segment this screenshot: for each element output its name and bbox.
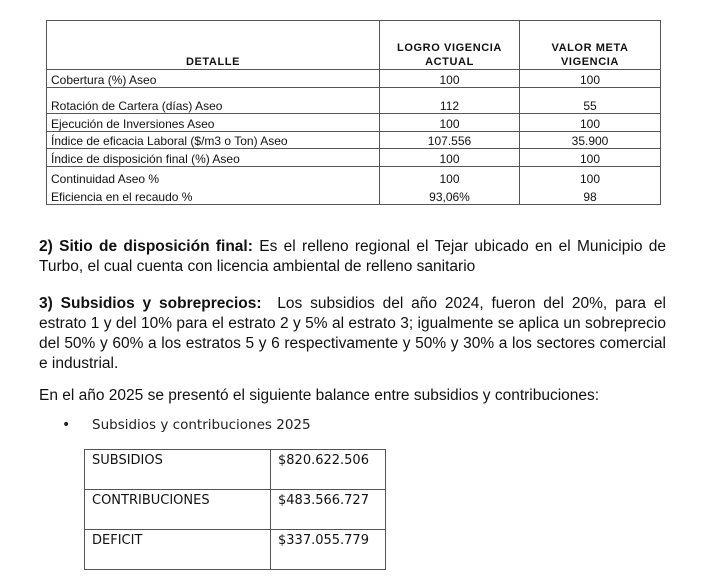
bullet-text: Subsidios y contribuciones 2025 xyxy=(92,417,311,433)
detalle-cell: Ejecución de Inversiones Aseo xyxy=(47,114,380,132)
header-logro xyxy=(380,21,520,70)
meta-cell: 98 xyxy=(520,186,661,205)
detalle-cell: Índice de disposición final (%) Aseo xyxy=(47,149,380,167)
logro-cell: 112 xyxy=(380,88,520,114)
balance-value: $483.566.727 xyxy=(271,490,386,530)
table-row xyxy=(85,450,386,490)
logro-cell: 107.556 xyxy=(380,132,520,149)
header-logro-line2: ACTUAL xyxy=(425,56,474,68)
balance-value: $820.622.506 xyxy=(271,450,386,490)
table-row xyxy=(47,149,661,167)
logro-cell: 100 xyxy=(380,149,520,167)
header-meta-line2: VIGENCIA xyxy=(561,56,619,68)
header-meta-line1: VALOR META xyxy=(551,42,629,54)
logro-cell: 100 xyxy=(380,167,520,186)
indicators-table xyxy=(46,20,661,205)
logro-cell: 93,06% xyxy=(380,186,520,205)
header-logro-line1: LOGRO VIGENCIA xyxy=(397,42,502,54)
meta-cell: 100 xyxy=(520,167,661,186)
header-meta xyxy=(520,21,661,70)
bullet-item xyxy=(62,417,311,433)
table-row xyxy=(47,186,661,205)
balance-intro: En el año 2025 se presentó el siguiente balance entre subsidios y contribuciones: xyxy=(39,387,600,404)
section-subsidios-sobreprecios xyxy=(39,294,671,374)
meta-cell: 100 xyxy=(520,70,661,88)
balance-label: SUBSIDIOS xyxy=(85,450,271,490)
detalle-cell: Índice de eficacia Laboral ($/m3 o Ton) Aseo xyxy=(47,132,380,149)
table-row xyxy=(47,167,661,186)
table-row xyxy=(85,530,386,570)
meta-cell: 100 xyxy=(520,149,661,167)
bullet-icon: • xyxy=(62,417,71,433)
section-heading: 2) Sitio de disposición final: xyxy=(39,238,253,255)
table-row xyxy=(47,88,661,114)
balance-label: DEFICIT xyxy=(85,530,271,570)
header-detalle: DETALLE xyxy=(47,21,380,70)
logro-cell: 100 xyxy=(380,70,520,88)
meta-cell: 35.900 xyxy=(520,132,661,149)
section-heading: 3) Subsidios y sobreprecios: xyxy=(39,295,262,312)
meta-cell: 55 xyxy=(520,88,661,114)
section-text: Es el relleno regional el Tejar ubicado en el Municipio de Turbo, el cual cuenta con licencia ambiental de relleno sanitario xyxy=(39,238,666,275)
table-row xyxy=(47,70,661,88)
section-disposicion-final xyxy=(39,237,666,277)
detalle-cell: Continuidad Aseo % xyxy=(47,167,380,186)
balance-table xyxy=(84,449,386,570)
meta-cell: 100 xyxy=(520,114,661,132)
detalle-cell: Rotación de Cartera (días) Aseo xyxy=(47,88,380,114)
indicators-header-row xyxy=(47,21,661,70)
section-text: Los subsidios del año 2024, fueron del 20%, para el estrato 1 y del 10% para el estrato 2 y 5% al estrato 3; igualmente se aplica un sobreprecio del 50% y 60% a los estratos 5 y 6 respectivamente y 50% y 30% a los sectores comercial e industrial. xyxy=(39,295,671,372)
detalle-cell: Eficiencia en el recaudo % xyxy=(47,186,380,205)
balance-label: CONTRIBUCIONES xyxy=(85,490,271,530)
logro-cell: 100 xyxy=(380,114,520,132)
table-row xyxy=(47,114,661,132)
detalle-cell: Cobertura (%) Aseo xyxy=(47,70,380,88)
table-row xyxy=(85,490,386,530)
table-row xyxy=(47,132,661,149)
balance-value: $337.055.779 xyxy=(271,530,386,570)
